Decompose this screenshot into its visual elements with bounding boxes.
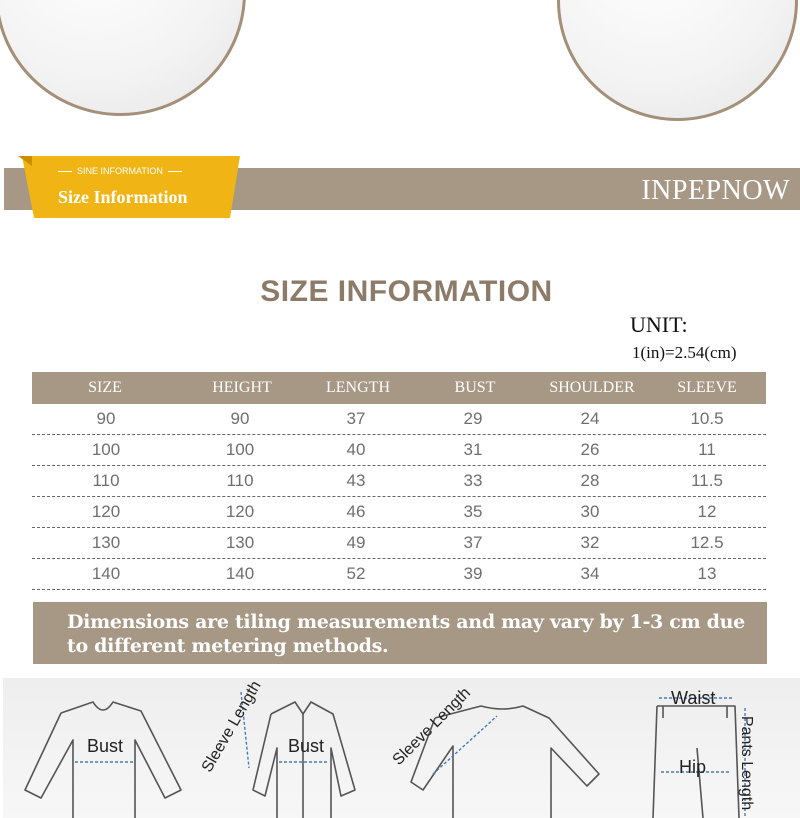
cell-sleeve: 12.5	[690, 533, 724, 552]
cell-height: 100	[225, 440, 255, 459]
cell-bust: 39	[463, 564, 483, 583]
cell-sleeve: 12	[697, 502, 717, 521]
cell-bust: 33	[463, 471, 483, 490]
cell-bust: 37	[463, 533, 483, 552]
cell-length: 37	[346, 409, 366, 428]
table-row	[32, 465, 766, 497]
table-row	[32, 527, 766, 559]
brand-name: INPEPNOW	[641, 175, 790, 206]
cell-bust: 35	[463, 502, 483, 521]
pants-length-label: Pants Length	[738, 715, 756, 811]
fabric-detail-image-right	[557, 0, 798, 121]
column-header-shoulder: SHOULDER	[549, 379, 635, 396]
table-row	[32, 403, 766, 435]
cell-sleeve: 13	[697, 564, 717, 583]
cell-shoulder: 30	[580, 502, 600, 521]
cell-bust: 29	[463, 409, 483, 428]
pants-hip-label: Hip	[679, 757, 707, 777]
column-header-length: LENGTH	[326, 379, 390, 396]
cell-size: 100	[91, 440, 121, 459]
cell-bust: 31	[463, 440, 483, 459]
table-row	[32, 434, 766, 466]
unit-label: UNIT:	[630, 312, 688, 337]
table-row	[32, 558, 766, 590]
cell-height: 90	[230, 409, 250, 428]
cell-length: 43	[346, 471, 366, 490]
shirt-bust-label: Bust	[288, 736, 325, 756]
cell-shoulder: 32	[580, 533, 600, 552]
shirt-sleeve-label: Sleeve Length	[198, 678, 265, 776]
column-header-height: HEIGHT	[212, 379, 272, 396]
table-row	[32, 496, 766, 528]
cell-sleeve: 10.5	[690, 409, 724, 428]
size-table-header	[32, 372, 766, 404]
column-header-sleeve: SLEEVE	[677, 379, 737, 396]
measurement-note: Dimensions are tiling measurements and may vary by 1-3 cm due to different metering methods.	[67, 611, 745, 657]
pants-waist-label: Waist	[671, 688, 716, 708]
banner-tag-title: Size Information	[58, 187, 188, 207]
cell-length: 49	[346, 533, 366, 552]
cell-size: 110	[92, 471, 120, 490]
banner-tag-subtitle: SINE INFORMATION	[58, 166, 208, 176]
measurement-guide	[3, 678, 800, 818]
cell-length: 40	[346, 440, 366, 459]
cell-shoulder: 26	[580, 440, 600, 459]
cell-size: 130	[91, 533, 121, 552]
cell-length: 46	[346, 502, 366, 521]
tshirt-bust-label: Bust	[87, 736, 124, 756]
cell-height: 110	[226, 471, 254, 490]
cell-sleeve: 11.5	[691, 471, 723, 490]
cell-length: 52	[346, 564, 366, 583]
unit-conversion: 1(in)=2.54(cm)	[632, 343, 737, 362]
size-chart-title: SIZE INFORMATION	[260, 275, 553, 308]
cell-size: 120	[91, 502, 121, 521]
cell-height: 130	[225, 533, 255, 552]
cell-size: 90	[96, 409, 116, 428]
fabric-detail-image-left	[0, 0, 246, 116]
cell-height: 120	[225, 502, 255, 521]
cell-size: 140	[91, 564, 121, 583]
measurement-note-box	[33, 602, 767, 664]
column-header-bust: BUST	[454, 379, 496, 396]
column-header-size: SIZE	[88, 379, 122, 396]
cell-shoulder: 34	[580, 564, 600, 583]
cell-sleeve: 11	[698, 440, 716, 459]
cell-height: 140	[225, 564, 255, 583]
sweater-sleeve-label: Sleeve Length	[389, 684, 474, 769]
cell-shoulder: 28	[580, 471, 600, 490]
cell-shoulder: 24	[580, 409, 600, 428]
